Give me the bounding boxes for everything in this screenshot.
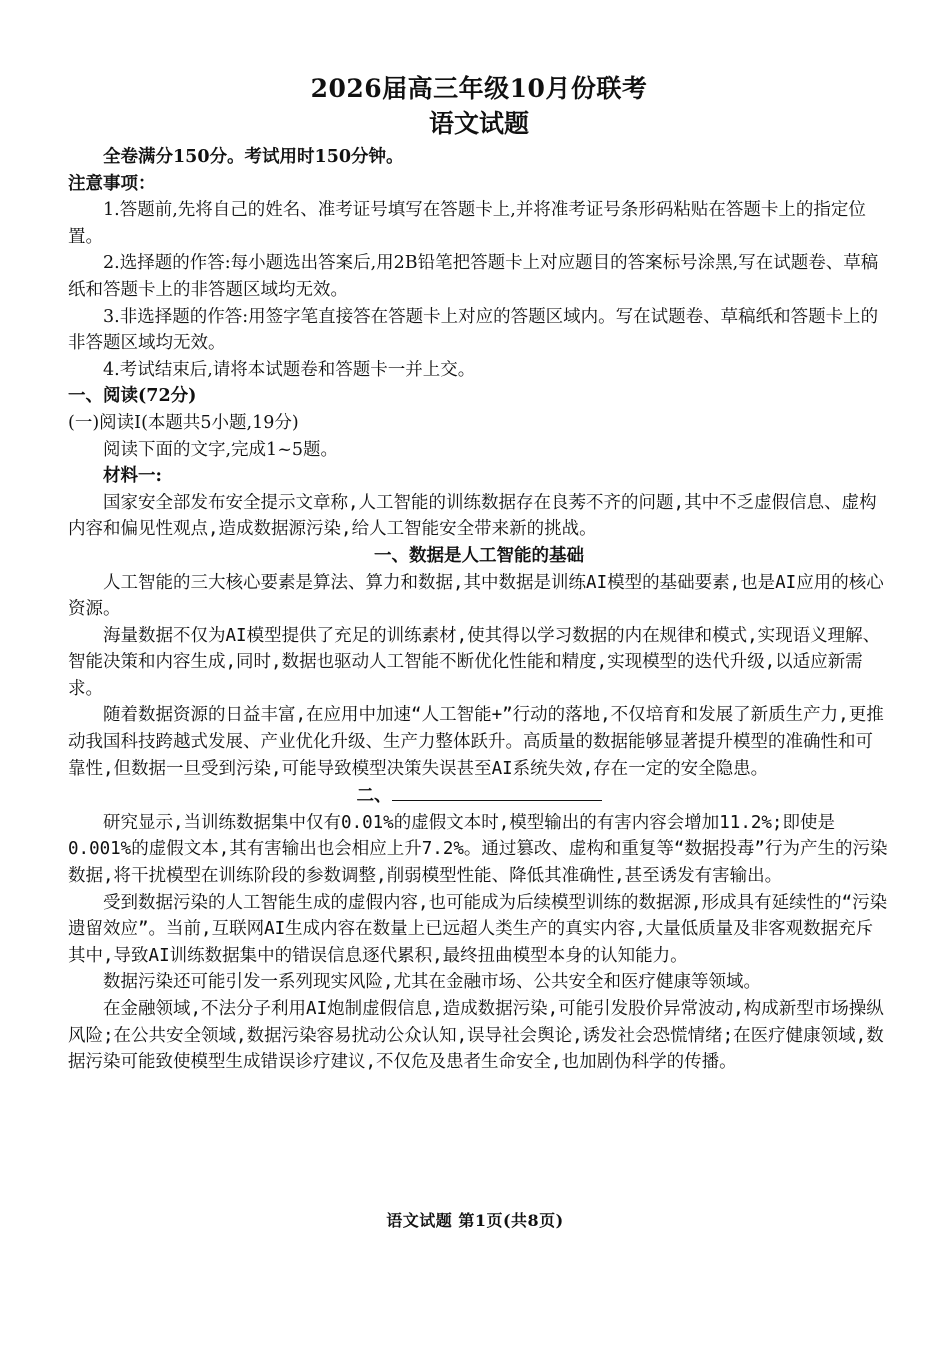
note-item: 4.考试结束后,请将本试题卷和答题卡一并上交。 (103, 359, 476, 380)
note-item: 1.答题前,先将自己的姓名、准考证号填写在答题卡上,并将准考证号条形码粘贴在答题卡上的指定位置。 (68, 200, 866, 247)
sub-section-heading: (一)阅读Ⅰ(本题共5小题,19分) (68, 412, 299, 433)
note-item: 3.非选择题的作答:用签字笔直接答在答题卡上对应的答题区域内。写在试题卷、草稿纸和答题卡上的非答题区域均无效。 (68, 306, 879, 354)
section-heading: 一、阅读(72分) (68, 386, 197, 407)
note-item: 2.选择题的作答:每小题选出答案后,用2B铅笔把答题卡上对应题目的答案标号涂黑,写在试题卷、草稿纸和答题卡上的非答题区域均无效。 (68, 253, 879, 300)
page-footer: 语文试题 第1页(共8页) (386, 1211, 564, 1230)
part2-paragraph: 在金融领域,不法分子利用AI炮制虚假信息,造成数据污染,可能引发股价异常波动,构成新型市场操纵风险;在公共安全领域,数据污染容易扰动公众认知,误导社会舆论,诱发社会恐慌情绪;在医疗健康领域,数据污染可能致使模型生成错误诊疗建议,不仅危及患者生命安全,也加剧伪科学的传播。 (68, 999, 884, 1073)
part2-title-prefix: 二、 (356, 786, 392, 807)
title-blank (392, 782, 602, 801)
score-line: 全卷满分150分。考试用时150分钟。 (103, 147, 404, 167)
notes-heading: 注意事项： (68, 173, 156, 194)
part2-paragraph: 受到数据污染的人工智能生成的虚假内容,也可能成为后续模型训练的数据源,形成具有延续性的“污染遗留效应”。当前,互联网AI生成内容在数量上已远超人类生产的真实内容,大量低质量及非客观数据充斥其中,导致AI训练数据集中的错误信息逐代累积,最终扭曲模型本身的认知能力。 (68, 892, 888, 966)
exam-subtitle: 语文试题 (428, 109, 529, 138)
part1-paragraph: 人工智能的三大核心要素是算法、算力和数据,其中数据是训练AI模型的基础要素,也是AI应用的核心资源。 (68, 572, 884, 620)
part1-paragraph: 海量数据不仅为AI模型提供了充足的训练素材,使其得以学习数据的内在规律和模式,实现语义理解、智能决策和内容生成,同时,数据也驱动人工智能不断优化性能和精度,实现模型的迭代升级,以适应新需求。 (68, 625, 881, 699)
part2-title (68, 782, 890, 810)
material-label: 材料一: (103, 466, 162, 487)
part2-paragraph: 研究显示,当训练数据集中仅有0.01%的虚假文本时,模型输出的有害内容会增加11.2%;即使是0.001%的虚假文本,其有害输出也会相应上升7.2%。通过篡改、虚构和重复等“数据投毒”行为产生的污染数据,将干扰模型在训练阶段的参数调整,削弱模型性能、降低其准确性,甚至诱发有害输出。 (68, 812, 888, 887)
intro-paragraph: 国家安全部发布安全提示文章称,人工智能的训练数据存在良莠不齐的问题,其中不乏虚假信息、虚构内容和偏见性观点,造成数据源污染,给人工智能安全带来新的挑战。 (68, 492, 877, 540)
exam-title: 2026届高三年级10月份联考 (310, 74, 648, 103)
part2-paragraph: 数据污染还可能引发一系列现实风险,尤其在金融市场、公共安全和医疗健康等领域。 (103, 972, 762, 993)
reading-instruction: 阅读下面的文字,完成1~5题。 (103, 439, 338, 460)
part1-paragraph: 随着数据资源的日益丰富,在应用中加速“人工智能+”行动的落地,不仅培育和发展了新质生产力,更推动我国科技跨越式发展、产业优化升级、生产力整体跃升。高质量的数据能够显著提升模型的准确性和可靠性,但数据一旦受到污染,可能导致模型决策失误甚至AI系统失效,存在一定的安全隐患。 (68, 705, 884, 779)
part1-title: 一、数据是人工智能的基础 (374, 545, 584, 566)
